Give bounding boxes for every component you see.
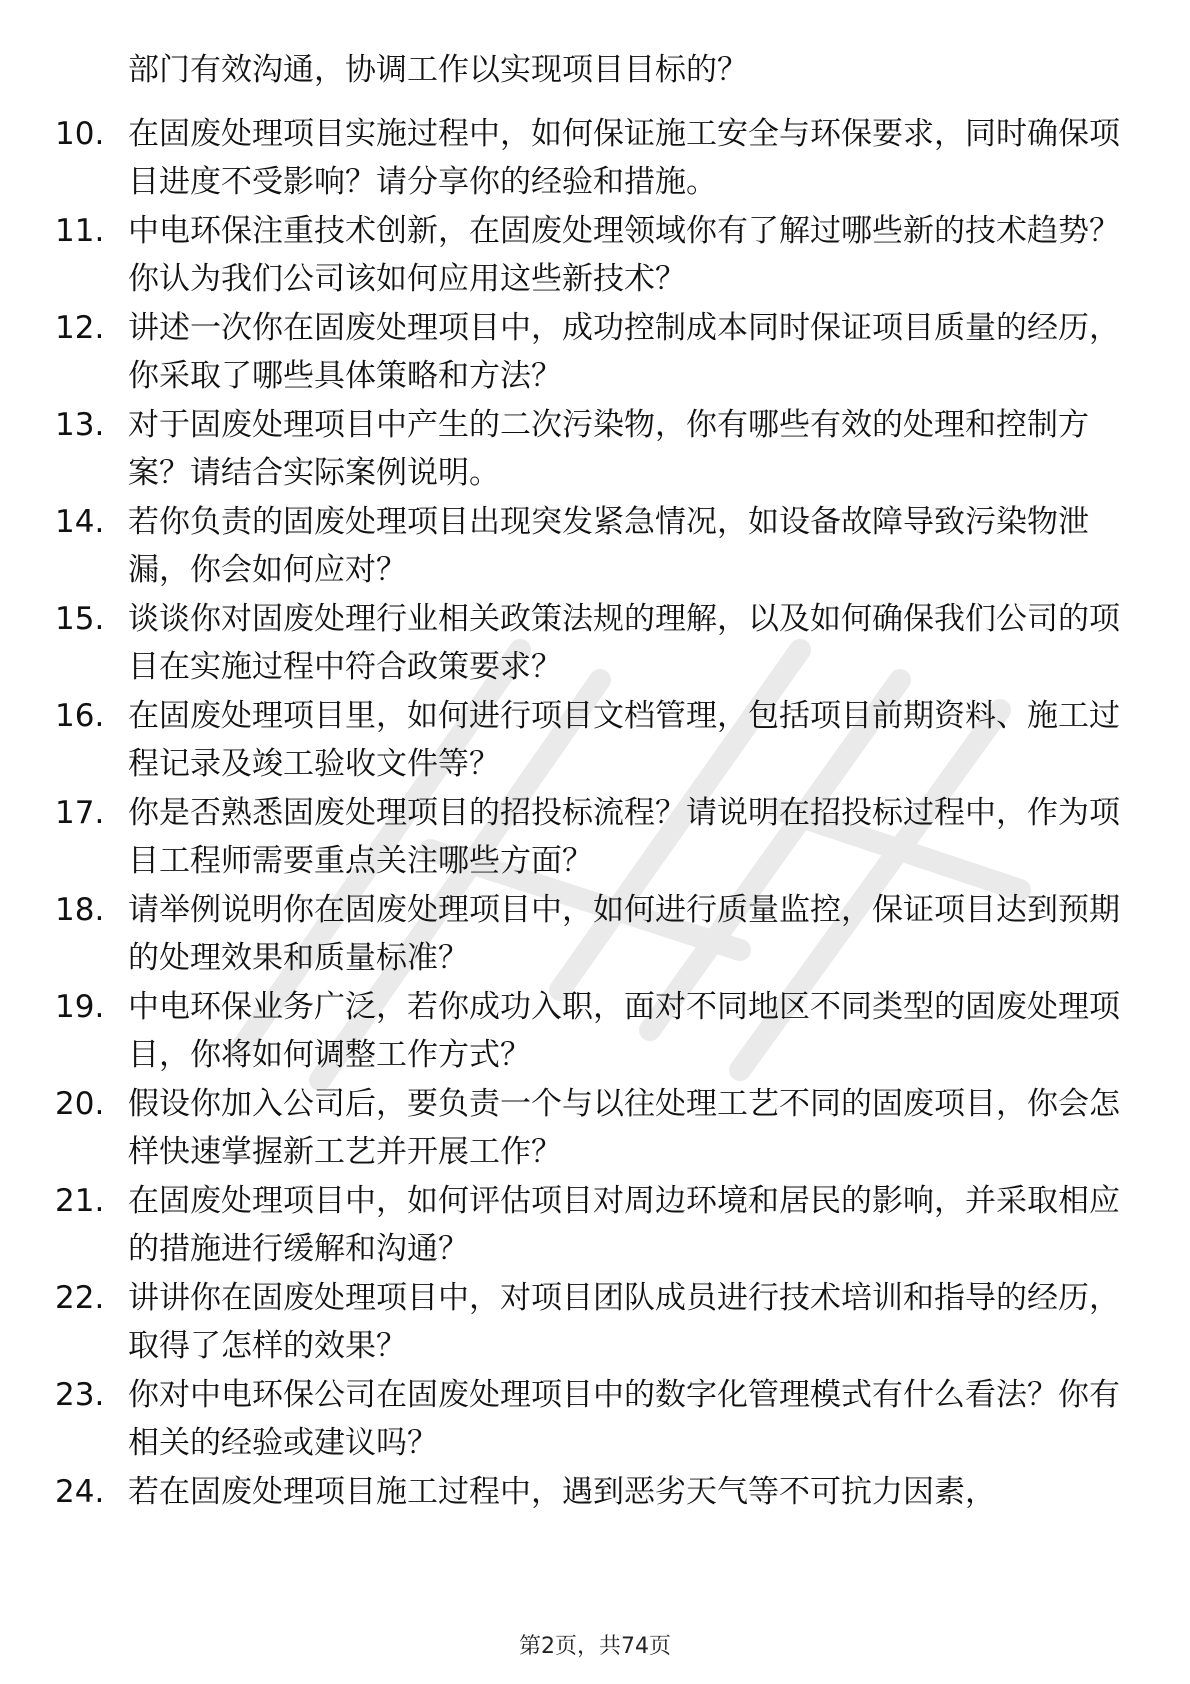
question-text: 若你负责的固废处理项目出现突发紧急情况，如设备故障导致污染物泄漏，你会如何应对？ <box>128 504 1089 588</box>
list-item <box>55 692 1135 789</box>
list-item <box>55 1274 1135 1371</box>
question-text: 中电环保注重技术创新，在固废处理领域你有了解过哪些新的技术趋势？你认为我们公司该如何应用这些新技术？ <box>128 213 1120 297</box>
list-item <box>55 304 1135 401</box>
question-number: 15. <box>55 601 105 637</box>
question-number: 20. <box>55 1086 105 1122</box>
question-number: 14. <box>55 504 105 540</box>
question-number: 13. <box>55 407 105 443</box>
list-item <box>55 1468 1135 1565</box>
question-list <box>55 110 1135 1565</box>
question-text: 讲讲你在固废处理项目中，对项目团队成员进行技术培训和指导的经历，取得了怎样的效果？ <box>128 1280 1120 1364</box>
list-item <box>55 207 1135 304</box>
question-number: 10. <box>55 116 105 152</box>
list-item <box>55 886 1135 983</box>
question-text: 你是否熟悉固废处理项目的招投标流程？请说明在招投标过程中，作为项目工程师需要重点关注哪些方面？ <box>128 795 1120 879</box>
list-item <box>55 498 1135 595</box>
question-number: 22. <box>55 1280 105 1316</box>
continuation-text: 部门有效沟通，协调工作以实现项目目标的？ <box>128 52 748 88</box>
question-number: 21. <box>55 1183 105 1219</box>
question-number: 17. <box>55 795 105 831</box>
question-text: 请举例说明你在固废处理项目中，如何进行质量监控，保证项目达到预期的处理效果和质量标准？ <box>128 892 1120 976</box>
question-number: 16. <box>55 698 105 734</box>
list-item <box>55 983 1135 1080</box>
question-number: 12. <box>55 310 105 346</box>
question-text: 对于固废处理项目中产生的二次污染物，你有哪些有效的处理和控制方案？请结合实际案例说明。 <box>128 407 1089 491</box>
question-number: 19. <box>55 989 105 1025</box>
list-item <box>55 1371 1135 1468</box>
question-text: 若在固废处理项目施工过程中，遇到恶劣天气等不可抗力因素， <box>128 1474 996 1510</box>
list-item <box>55 401 1135 498</box>
list-item <box>55 110 1135 207</box>
question-text: 中电环保业务广泛，若你成功入职，面对不同地区不同类型的固废处理项目，你将如何调整工作方式？ <box>128 989 1120 1073</box>
question-number: 24. <box>55 1474 105 1510</box>
list-item <box>55 1080 1135 1177</box>
list-item <box>55 1177 1135 1274</box>
list-item <box>55 595 1135 692</box>
question-text: 讲述一次你在固废处理项目中，成功控制成本同时保证项目质量的经历，你采取了哪些具体策略和方法？ <box>128 310 1120 394</box>
question-text: 谈谈你对固废处理行业相关政策法规的理解，以及如何确保我们公司的项目在实施过程中符合政策要求？ <box>128 601 1120 685</box>
question-text: 在固废处理项目实施过程中，如何保证施工安全与环保要求，同时确保项目进度不受影响？请分享你的经验和措施。 <box>128 116 1120 200</box>
question-text: 在固废处理项目里，如何进行项目文档管理，包括项目前期资料、施工过程记录及竣工验收文件等？ <box>128 698 1120 782</box>
page-footer: 第2页，共74页 <box>519 1634 671 1659</box>
question-text: 你对中电环保公司在固废处理项目中的数字化管理模式有什么看法？你有相关的经验或建议吗？ <box>128 1377 1120 1461</box>
question-text: 假设你加入公司后，要负责一个与以往处理工艺不同的固废项目，你会怎样快速掌握新工艺并开展工作？ <box>128 1086 1120 1170</box>
question-number: 23. <box>55 1377 105 1413</box>
question-text: 在固废处理项目中，如何评估项目对周边环境和居民的影响，并采取相应的措施进行缓解和沟通？ <box>128 1183 1120 1267</box>
list-item <box>55 789 1135 886</box>
question-number: 18. <box>55 892 105 928</box>
question-number: 11. <box>55 213 105 249</box>
